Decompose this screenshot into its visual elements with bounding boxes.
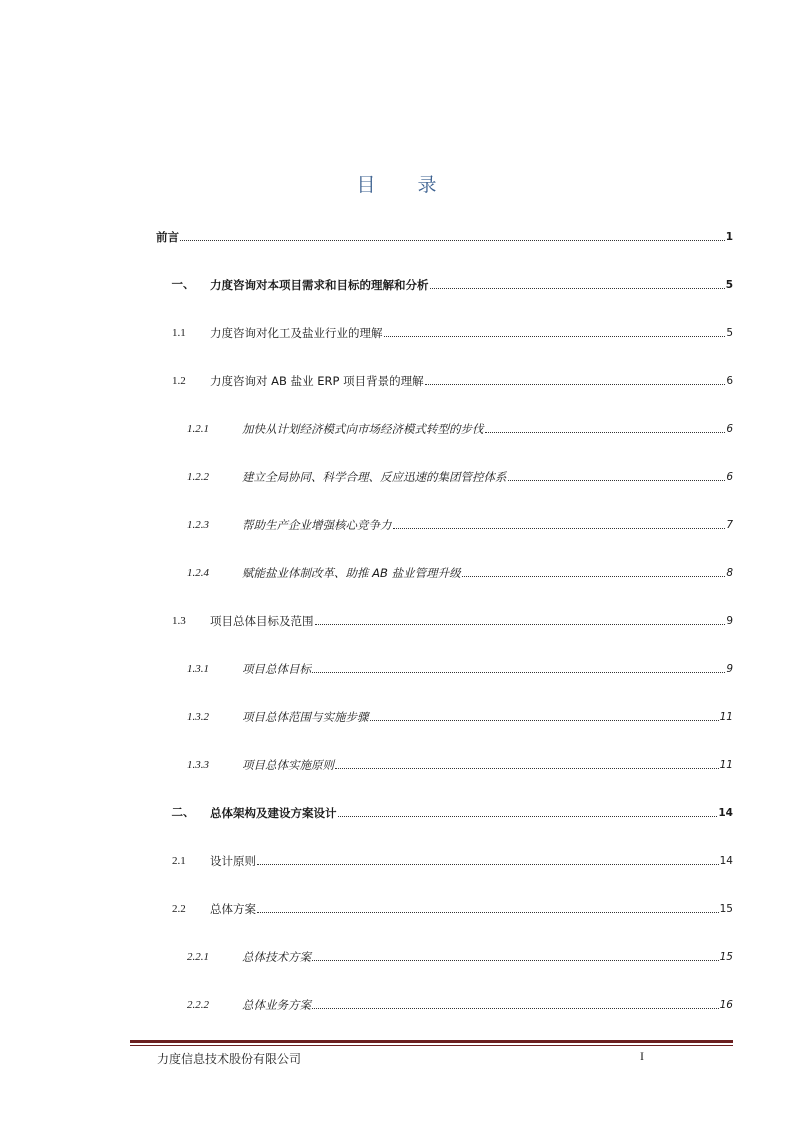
toc-entry[interactable] — [156, 804, 733, 820]
toc-entry[interactable] — [156, 996, 733, 1012]
toc-entry[interactable] — [156, 564, 733, 580]
toc-entry-number: 1.2.3 — [187, 519, 209, 531]
toc-entry-page: 6 — [726, 423, 733, 435]
toc-entry-title: 力度咨询对本项目需求和目标的理解和分析 — [210, 278, 429, 292]
toc-entry-page: 5 — [725, 279, 733, 291]
toc-entry[interactable] — [156, 276, 733, 292]
toc-leader — [508, 480, 726, 481]
toc-entry-number: 一、 — [171, 279, 195, 291]
toc-entry-title: 总体技术方案 — [242, 950, 311, 964]
toc-entry-page: 9 — [726, 663, 733, 675]
toc-leader — [425, 384, 726, 385]
toc-leader — [393, 528, 726, 529]
toc-entry-number: 1.2.1 — [187, 423, 209, 435]
toc-entry[interactable] — [156, 372, 733, 388]
toc-leader — [430, 288, 725, 289]
toc-entry-number: 1.3.2 — [187, 711, 209, 723]
toc-entry-number: 1.3.1 — [187, 663, 209, 675]
toc-leader — [370, 720, 719, 721]
toc-entry-title: 加快从计划经济模式向市场经济模式转型的步伐 — [242, 422, 484, 436]
toc-entry[interactable] — [156, 516, 733, 532]
toc-entry[interactable] — [156, 468, 733, 484]
footer-company-name: 力度信息技术股份有限公司 — [157, 1052, 302, 1066]
toc-entry-page: 11 — [719, 711, 733, 723]
toc-entry-number: 二、 — [171, 807, 195, 819]
toc-entry-number: 2.1 — [172, 855, 186, 867]
toc-entry[interactable] — [156, 756, 733, 772]
toc-entry-page: 9 — [726, 615, 733, 627]
toc-entry-title: 力度咨询对化工及盐业行业的理解 — [210, 326, 383, 340]
toc-entry[interactable] — [156, 708, 733, 724]
toc-entry-number: 2.2.1 — [187, 951, 209, 963]
toc-entry[interactable] — [156, 660, 733, 676]
footer-page-number: I — [640, 1049, 644, 1063]
toc-entry[interactable] — [156, 948, 733, 964]
toc-entry-page: 14 — [719, 855, 733, 867]
toc-entry-page: 6 — [726, 471, 733, 483]
toc-leader — [180, 240, 725, 241]
toc-entry-page: 15 — [719, 903, 733, 915]
toc-entry-page: 16 — [719, 999, 733, 1011]
toc-leader — [338, 816, 718, 817]
toc-entry-page: 6 — [726, 375, 733, 387]
toc-entry-title: 总体方案 — [210, 902, 256, 916]
toc-entry[interactable] — [156, 852, 733, 868]
toc-entry[interactable] — [156, 900, 733, 916]
toc-entry-title: 帮助生产企业增强核心竞争力 — [242, 518, 392, 532]
toc-entry-title: 力度咨询对 AB 盐业 ERP 项目背景的理解 — [210, 374, 424, 388]
toc-entry-number: 1.2 — [172, 375, 186, 387]
toc-entry-page: 15 — [719, 951, 733, 963]
toc-leader — [384, 336, 726, 337]
toc-entry-number: 2.2.2 — [187, 999, 209, 1011]
toc-entry-title: 项目总体实施原则 — [242, 758, 334, 772]
toc-leader — [315, 624, 726, 625]
toc-entry-title: 总体业务方案 — [242, 998, 311, 1012]
toc-leader — [312, 960, 719, 961]
toc-entry-page: 1 — [725, 231, 733, 243]
toc-entry-number: 1.3.3 — [187, 759, 209, 771]
footer-rule-thin — [130, 1045, 733, 1046]
toc-entry[interactable] — [156, 228, 733, 244]
toc-leader — [257, 912, 719, 913]
toc-entry-title: 前言 — [156, 230, 179, 244]
toc-entry-title: 项目总体范围与实施步骤 — [242, 710, 369, 724]
toc-leader — [485, 432, 726, 433]
toc-entry-title: 项目总体目标 — [242, 662, 311, 676]
toc-entry-number: 2.2 — [172, 903, 186, 915]
toc-entry[interactable] — [156, 420, 733, 436]
toc-entry-number: 1.1 — [172, 327, 186, 339]
toc-leader — [335, 768, 719, 769]
toc-leader — [312, 672, 725, 673]
toc-entry-number: 1.3 — [172, 615, 186, 627]
toc-entry-title: 项目总体目标及范围 — [210, 614, 314, 628]
toc-leader — [257, 864, 719, 865]
toc-entry[interactable] — [156, 324, 733, 340]
toc-entry-title: 赋能盐业体制改革、助推 AB 盐业管理升级 — [242, 566, 461, 580]
toc-entry[interactable] — [156, 612, 733, 628]
toc-entry-number: 1.2.2 — [187, 471, 209, 483]
toc-leader — [312, 1008, 719, 1009]
toc-leader — [462, 576, 726, 577]
toc-entry-page: 11 — [719, 759, 733, 771]
toc-entry-page: 14 — [718, 807, 733, 819]
toc-entry-page: 5 — [726, 327, 733, 339]
toc-entry-title: 建立全局协同、科学合理、反应迅速的集团管控体系 — [242, 470, 507, 484]
toc-entry-title: 设计原则 — [210, 854, 256, 868]
toc-entry-title: 总体架构及建设方案设计 — [210, 806, 337, 820]
page-title: 目 录 — [356, 174, 455, 196]
toc-entry-page: 8 — [726, 567, 733, 579]
toc-entry-page: 7 — [726, 519, 733, 531]
footer-rule — [130, 1040, 733, 1043]
toc-entry-number: 1.2.4 — [187, 567, 209, 579]
